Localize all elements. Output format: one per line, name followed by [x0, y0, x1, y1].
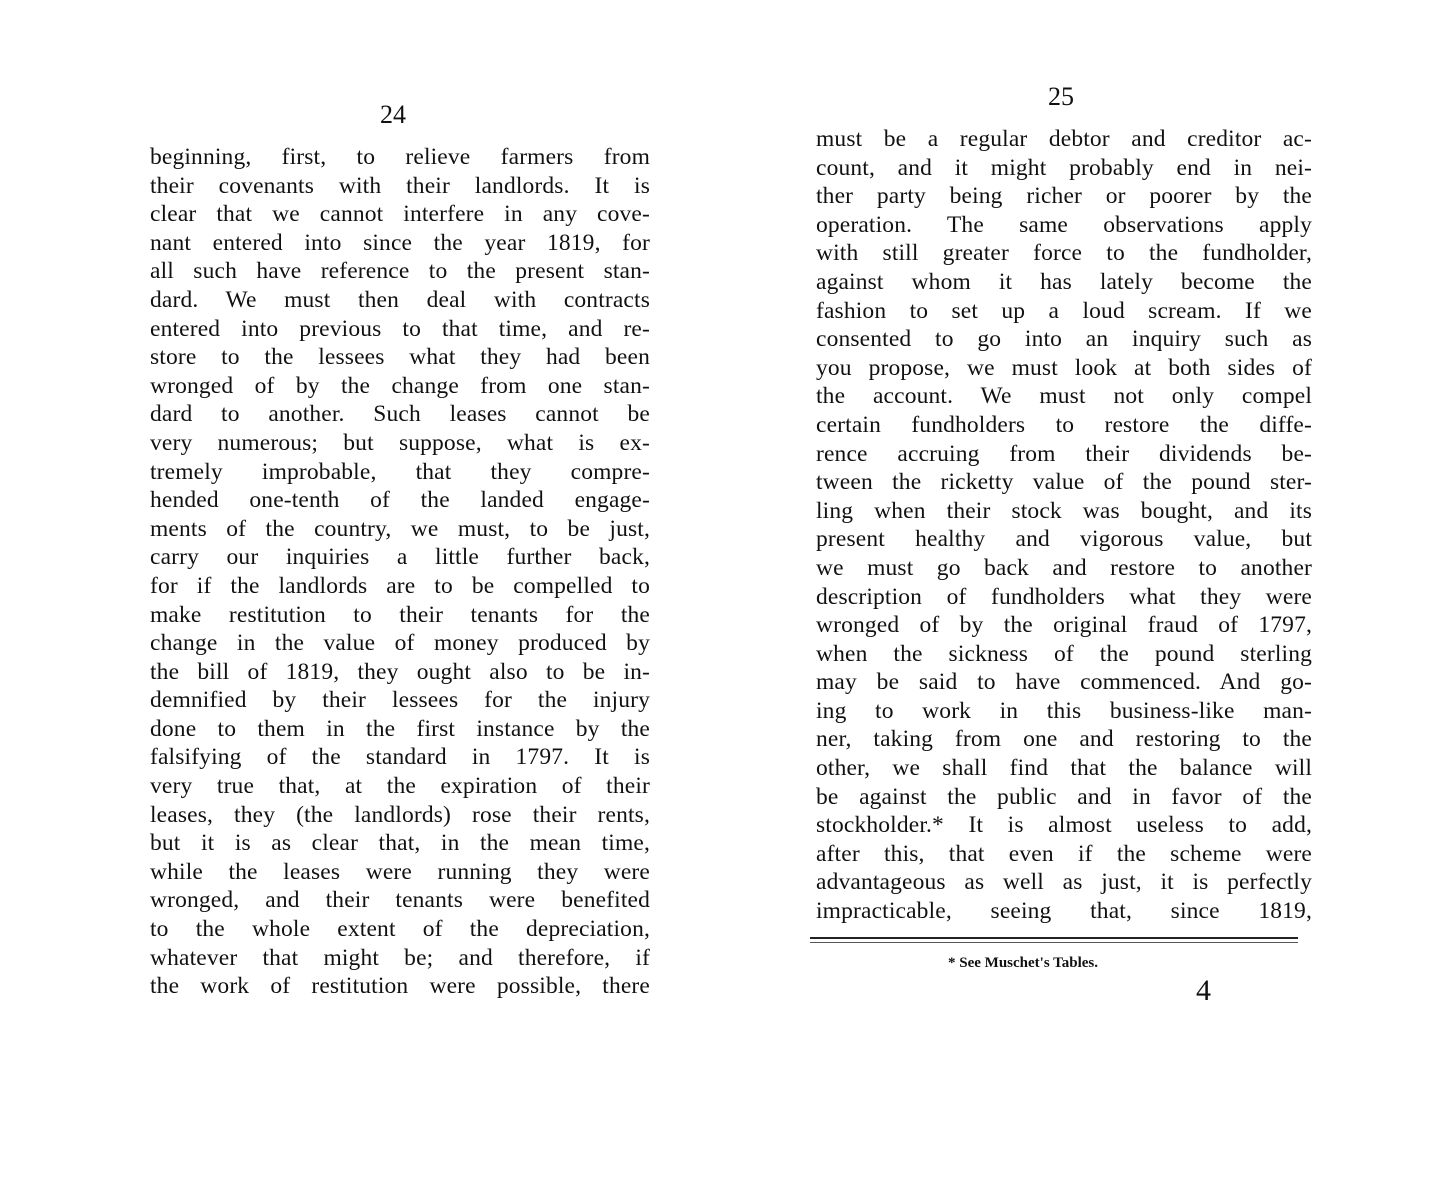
text-line: ther party being richer or poorer by the: [816, 183, 1312, 210]
left-page-body: [150, 143, 650, 1001]
text-line: ling when their stock was bought, and its: [816, 497, 1312, 524]
left-page: [0, 0, 720, 1181]
text-line: ments of the country, we must, to be just,: [150, 515, 650, 542]
text-line: we must go back and restore to another: [816, 554, 1312, 581]
text-line: the account. We must not only compel: [816, 383, 1312, 410]
text-line: all such have reference to the present stan-: [150, 258, 650, 285]
page-number-left: 24: [380, 100, 406, 129]
page-number-right: 25: [1048, 82, 1074, 111]
text-line: wronged, and their tenants were benefited: [150, 887, 650, 914]
text-line: nant entered into since the year 1819, for: [150, 229, 650, 256]
text-line: very numerous; but suppose, what is ex-: [150, 429, 650, 456]
text-line: tremely improbable, that they compre-: [150, 458, 650, 485]
footnote: * See Muschet's Tables.: [948, 955, 1099, 971]
signature-mark: 4: [1196, 974, 1211, 1007]
text-line: but it is as clear that, in the mean time,: [150, 830, 650, 857]
text-line: done to them in the first instance by the: [150, 715, 650, 742]
footnote-rule-secondary: [810, 942, 1298, 943]
text-line: leases, they (the landlords) rose their rents,: [150, 801, 650, 828]
text-line: be against the public and in favor of the: [816, 783, 1312, 810]
text-line: against whom it has lately become the: [816, 268, 1312, 295]
text-line: ing to work in this business-like man-: [816, 697, 1312, 724]
text-line: whatever that might be; and therefore, if: [150, 944, 650, 971]
text-line: the work of restitution were possible, there: [150, 973, 650, 1000]
text-line: with still greater force to the fundholder,: [816, 240, 1312, 267]
text-line: hended one-tenth of the landed engage-: [150, 487, 650, 514]
text-line: present healthy and vigorous value, but: [816, 526, 1312, 553]
text-line: after this, that even if the scheme were: [816, 840, 1312, 867]
text-line: ner, taking from one and restoring to the: [816, 726, 1312, 753]
text-line: tween the ricketty value of the pound ster-: [816, 469, 1312, 496]
right-page-body: [816, 125, 1312, 926]
text-line: advantageous as well as just, it is perfectly: [816, 869, 1312, 896]
text-line: make restitution to their tenants for the: [150, 601, 650, 628]
text-line: store to the lessees what they had been: [150, 344, 650, 371]
text-line: consented to go into an inquiry such as: [816, 326, 1312, 353]
text-line: count, and it might probably end in nei-: [816, 154, 1312, 181]
text-line: for if the landlords are to be compelled to: [150, 572, 650, 599]
right-page: [720, 0, 1441, 1181]
text-line: must be a regular debtor and creditor ac-: [816, 126, 1312, 152]
text-line: when the sickness of the pound sterling: [816, 640, 1312, 667]
text-line: fashion to set up a loud scream. If we: [816, 297, 1312, 324]
text-line: you propose, we must look at both sides of: [816, 354, 1312, 381]
text-line: beginning, first, to relieve farmers from: [150, 144, 650, 170]
text-line: wronged of by the change from one stan-: [150, 372, 650, 399]
text-line: their covenants with their landlords. It is: [150, 172, 650, 199]
text-line: change in the value of money produced by: [150, 630, 650, 657]
text-line: entered into previous to that time, and re-: [150, 315, 650, 342]
text-line: rence accruing from their dividends be-: [816, 440, 1312, 467]
footnote-rule: [810, 937, 1298, 939]
text-line: dard. We must then deal with contracts: [150, 286, 650, 313]
text-line: to the whole extent of the depreciation,: [150, 916, 650, 943]
text-line: while the leases were running they were: [150, 858, 650, 885]
text-line: operation. The same observations apply: [816, 211, 1312, 238]
text-line: wronged of by the original fraud of 1797,: [816, 612, 1312, 639]
text-line: stockholder.* It is almost useless to add,: [816, 812, 1312, 839]
text-line: may be said to have commenced. And go-: [816, 669, 1312, 696]
text-line: other, we shall find that the balance will: [816, 755, 1312, 782]
text-line: carry our inquiries a little further back,: [150, 544, 650, 571]
text-line: impracticable, seeing that, since 1819,: [816, 898, 1312, 925]
text-line: falsifying of the standard in 1797. It is: [150, 744, 650, 771]
text-line: very true that, at the expiration of their: [150, 773, 650, 800]
text-line: description of fundholders what they were: [816, 583, 1312, 610]
text-line: demnified by their lessees for the injury: [150, 687, 650, 714]
text-line: clear that we cannot interfere in any cove-: [150, 201, 650, 228]
text-line: dard to another. Such leases cannot be: [150, 401, 650, 428]
text-line: the bill of 1819, they ought also to be in-: [150, 658, 650, 685]
text-line: certain fundholders to restore the diffe-: [816, 411, 1312, 438]
